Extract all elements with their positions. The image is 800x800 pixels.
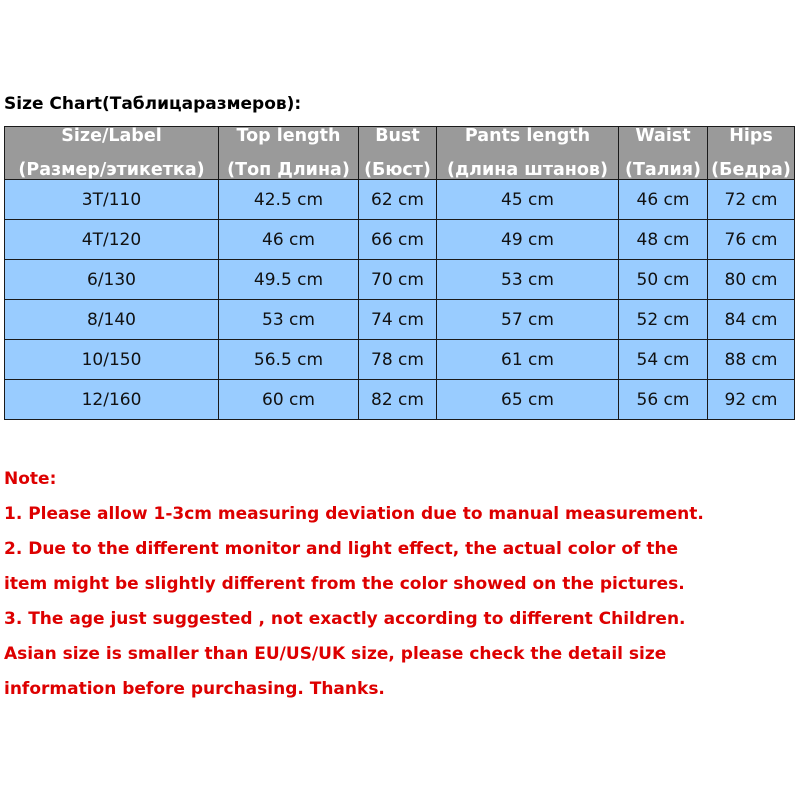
table-cell: 12/160 bbox=[5, 380, 219, 420]
table-cell: 76 cm bbox=[708, 220, 795, 260]
table-cell: 61 cm bbox=[437, 340, 619, 380]
table-row bbox=[5, 180, 795, 220]
table-header-row bbox=[5, 127, 795, 180]
table-row bbox=[5, 220, 795, 260]
table-cell: 56.5 cm bbox=[219, 340, 359, 380]
header-size-label bbox=[5, 127, 219, 180]
note-line: 2. Due to the different monitor and light effect, the actual color of the bbox=[4, 539, 679, 559]
header-hips bbox=[708, 127, 795, 180]
size-chart-table bbox=[4, 126, 795, 420]
note-line: Asian size is smaller than EU/US/UK size, please check the detail size bbox=[4, 644, 667, 664]
table-cell: 10/150 bbox=[5, 340, 219, 380]
header-bust bbox=[359, 127, 437, 180]
header-sub: (Топ Длина) bbox=[227, 160, 350, 180]
table-cell: 56 cm bbox=[619, 380, 708, 420]
header-main: Top length bbox=[236, 126, 341, 146]
table-cell: 8/140 bbox=[5, 300, 219, 340]
header-sub: (Бюст) bbox=[364, 160, 431, 180]
table-cell: 53 cm bbox=[437, 260, 619, 300]
table-cell: 57 cm bbox=[437, 300, 619, 340]
table-cell: 45 cm bbox=[437, 180, 619, 220]
table-cell: 74 cm bbox=[359, 300, 437, 340]
table-cell: 65 cm bbox=[437, 380, 619, 420]
table-cell: 60 cm bbox=[219, 380, 359, 420]
note-heading: Note: bbox=[4, 469, 57, 489]
table-cell: 46 cm bbox=[219, 220, 359, 260]
header-main: Size/Label bbox=[61, 126, 162, 146]
table-cell: 92 cm bbox=[708, 380, 795, 420]
table-cell: 6/130 bbox=[5, 260, 219, 300]
size-chart-title: Size Chart(Таблицаразмеров): bbox=[4, 94, 302, 114]
table-cell: 54 cm bbox=[619, 340, 708, 380]
table-cell: 52 cm bbox=[619, 300, 708, 340]
table-cell: 50 cm bbox=[619, 260, 708, 300]
header-pants-length bbox=[437, 127, 619, 180]
table-cell: 46 cm bbox=[619, 180, 708, 220]
header-sub: (Размер/этикетка) bbox=[18, 160, 205, 180]
table-row bbox=[5, 300, 795, 340]
header-main: Bust bbox=[375, 126, 420, 146]
note-line: 3. The age just suggested , not exactly according to different Children. bbox=[4, 609, 686, 629]
header-sub: (Талия) bbox=[624, 160, 702, 180]
table-cell: 88 cm bbox=[708, 340, 795, 380]
header-main: Pants length bbox=[464, 126, 591, 146]
header-top-length bbox=[219, 127, 359, 180]
table-cell: 70 cm bbox=[359, 260, 437, 300]
note-line: information before purchasing. Thanks. bbox=[4, 679, 385, 699]
header-sub: (длина штанов) bbox=[447, 160, 608, 180]
note-line: 1. Please allow 1-3cm measuring deviation due to manual measurement. bbox=[4, 504, 704, 524]
table-row bbox=[5, 260, 795, 300]
table-cell: 42.5 cm bbox=[219, 180, 359, 220]
table-cell: 78 cm bbox=[359, 340, 437, 380]
header-main: Waist bbox=[635, 126, 691, 146]
table-cell: 72 cm bbox=[708, 180, 795, 220]
table-row bbox=[5, 380, 795, 420]
table-cell: 3T/110 bbox=[5, 180, 219, 220]
table-cell: 66 cm bbox=[359, 220, 437, 260]
header-sub: (Бедра) bbox=[711, 160, 791, 180]
table-cell: 62 cm bbox=[359, 180, 437, 220]
table-row bbox=[5, 340, 795, 380]
notes-section bbox=[4, 462, 796, 707]
table-cell: 82 cm bbox=[359, 380, 437, 420]
note-line: item might be slightly different from the color showed on the pictures. bbox=[4, 574, 685, 594]
table-cell: 49 cm bbox=[437, 220, 619, 260]
table-cell: 4T/120 bbox=[5, 220, 219, 260]
table-cell: 53 cm bbox=[219, 300, 359, 340]
table-cell: 48 cm bbox=[619, 220, 708, 260]
header-main: Hips bbox=[729, 126, 773, 146]
table-cell: 49.5 cm bbox=[219, 260, 359, 300]
table-cell: 80 cm bbox=[708, 260, 795, 300]
header-waist bbox=[619, 127, 708, 180]
table-cell: 84 cm bbox=[708, 300, 795, 340]
